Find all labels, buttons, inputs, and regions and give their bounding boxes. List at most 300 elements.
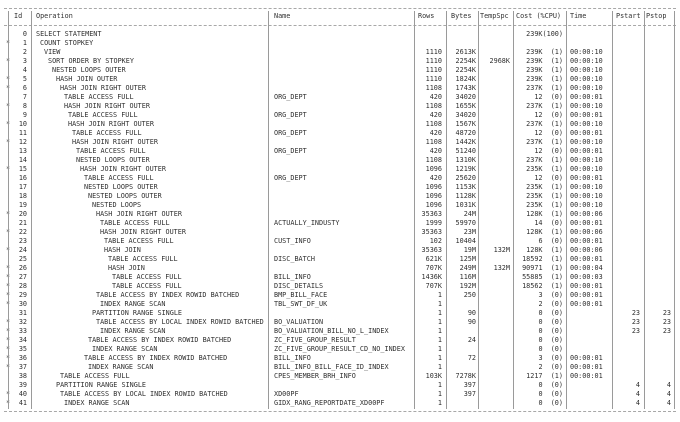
cell-pstart (612, 66, 640, 75)
cell-temp (478, 363, 510, 372)
cell-rows: 707K (425, 282, 442, 290)
cell-pstop (644, 291, 671, 300)
cell-name (274, 381, 412, 390)
cell-op: INDEX RANGE SCAN (100, 300, 166, 308)
cell-bytes: 1442K (455, 138, 476, 146)
cell-rows: 1108 (425, 84, 442, 92)
cell-temp (478, 48, 510, 57)
column-separator (612, 11, 613, 409)
cell-rows (414, 39, 442, 48)
cell-id: 11 (18, 129, 27, 137)
cell-time: 00:00:06 (570, 246, 603, 254)
cell-pstart (612, 345, 640, 354)
cell-rows: 1110 (425, 48, 442, 56)
cell-time: 00:00:04 (570, 264, 603, 272)
cell-cost: 237K (1) (526, 102, 563, 110)
cell-bytes (446, 363, 476, 372)
cell-pstart (612, 264, 640, 273)
cell-pstop (644, 111, 671, 120)
predicate-marker: * (6, 120, 11, 128)
cell-time: 00:00:10 (570, 66, 603, 74)
cell-time: 00:00:01 (570, 147, 603, 155)
cell-time: 00:00:10 (570, 138, 603, 146)
header-time: Time (570, 12, 587, 20)
cell-name (274, 57, 412, 66)
cell-rows: 1096 (425, 201, 442, 209)
predicate-marker: * (6, 138, 11, 146)
cell-cost: 12 (0) (534, 129, 563, 137)
cell-pstart (612, 273, 640, 282)
cell-name: BMP_BILL_FACE (274, 291, 328, 299)
cell-temp (478, 390, 510, 399)
cell-cost: 0 (0) (538, 381, 563, 389)
cell-op: SORT ORDER BY STOPKEY (48, 57, 134, 65)
cell-temp (478, 147, 510, 156)
predicate-marker: * (6, 282, 11, 290)
cell-name: ORG_DEPT (274, 111, 307, 119)
cell-bytes: 90 (467, 309, 476, 317)
cell-cost: 55885 (1) (522, 273, 563, 281)
cell-rows: 35363 (421, 210, 442, 218)
cell-temp (478, 327, 510, 336)
cell-pstop (644, 300, 671, 309)
cell-rows: 1108 (425, 120, 442, 128)
cell-pstop (644, 372, 671, 381)
cell-bytes: 1310K (455, 156, 476, 164)
cell-id: 14 (18, 156, 27, 164)
cell-pstop: 23 (662, 318, 671, 326)
cell-pstart (612, 129, 640, 138)
cell-pstop (644, 255, 671, 264)
cell-op: TABLE ACCESS FULL (108, 255, 178, 263)
cell-id: 19 (18, 201, 27, 209)
cell-cost: 235K (1) (526, 183, 563, 191)
cell-name (274, 66, 412, 75)
cell-bytes (446, 30, 476, 39)
cell-name (274, 75, 412, 84)
cell-pstart (612, 237, 640, 246)
cell-op: TABLE ACCESS FULL (84, 174, 154, 182)
predicate-marker: * (6, 264, 11, 272)
cell-pstop (644, 147, 671, 156)
cell-rows: 1108 (425, 156, 442, 164)
cell-rows: 102 (429, 237, 442, 245)
cell-op: TABLE ACCESS BY LOCAL INDEX ROWID BATCHED (60, 390, 228, 398)
cell-id: 20 (18, 210, 27, 218)
cell-op: TABLE ACCESS FULL (60, 372, 130, 380)
cell-pstart: 23 (631, 309, 640, 317)
cell-bytes: 34020 (455, 93, 476, 101)
predicate-marker: * (6, 300, 11, 308)
cell-bytes: 2254K (455, 66, 476, 74)
cell-pstart (612, 174, 640, 183)
cell-name (274, 210, 412, 219)
cell-pstart: 23 (631, 327, 640, 335)
cell-cost: 128K (1) (526, 246, 563, 254)
cell-rows: 1 (437, 327, 442, 335)
cell-op: TABLE ACCESS FULL (104, 237, 174, 245)
predicate-marker: * (6, 84, 11, 92)
cell-rows: 1 (437, 309, 442, 317)
cell-bytes: 1567K (455, 120, 476, 128)
cell-pstop (644, 228, 671, 237)
cell-cost: 0 (0) (538, 327, 563, 335)
cell-time: 00:00:03 (570, 273, 603, 281)
predicate-marker: * (6, 228, 11, 236)
cell-time (570, 399, 612, 408)
cell-rows: 1999 (425, 219, 442, 227)
cell-rows: 707K (425, 264, 442, 272)
column-separator (8, 11, 9, 409)
cell-rows: 1110 (425, 66, 442, 74)
cell-pstart (612, 93, 640, 102)
cell-name (274, 84, 412, 93)
cell-cost: 237K (1) (526, 120, 563, 128)
cell-pstart (612, 219, 640, 228)
cell-temp (478, 129, 510, 138)
cell-time (570, 309, 612, 318)
cell-id: 22 (18, 228, 27, 236)
cell-temp (478, 66, 510, 75)
cell-op: TABLE ACCESS BY INDEX ROWID BATCHED (96, 291, 240, 299)
cell-temp (478, 201, 510, 210)
cell-pstart: 23 (631, 318, 640, 326)
cell-temp (478, 381, 510, 390)
cell-temp (478, 255, 510, 264)
cell-temp (478, 165, 510, 174)
cell-pstop (644, 363, 671, 372)
cell-id: 17 (18, 183, 27, 191)
cell-pstop: 23 (662, 327, 671, 335)
cell-name: BILL_INFO (274, 273, 311, 281)
predicate-marker: * (6, 273, 11, 281)
cell-pstop (644, 192, 671, 201)
cell-rows: 1 (437, 381, 442, 389)
cell-time (570, 345, 612, 354)
cell-id: 40 (18, 390, 27, 398)
cell-id: 3 (22, 57, 27, 65)
cell-id: 18 (18, 192, 27, 200)
cell-temp: 132M (493, 246, 510, 254)
cell-time: 00:00:10 (570, 102, 603, 110)
cell-name: BILL_INFO (274, 354, 311, 362)
cell-bytes (446, 345, 476, 354)
cell-time: 00:00:01 (570, 93, 603, 101)
cell-bytes: 1743K (455, 84, 476, 92)
cell-name (274, 228, 412, 237)
cell-cost: 128K (1) (526, 210, 563, 218)
cell-temp (478, 372, 510, 381)
cell-cost: 3 (0) (538, 354, 563, 362)
cell-cost: 237K (1) (526, 156, 563, 164)
cell-pstart (612, 111, 640, 120)
cell-op: NESTED LOOPS OUTER (88, 192, 162, 200)
cell-pstart (612, 228, 640, 237)
cell-pstop (644, 264, 671, 273)
cell-bytes: 397 (463, 381, 476, 389)
cell-op: PARTITION RANGE SINGLE (92, 309, 183, 317)
cell-temp (478, 111, 510, 120)
cell-op: TABLE ACCESS FULL (68, 111, 138, 119)
header-separator (4, 25, 676, 26)
cell-pstop (644, 93, 671, 102)
cell-bytes: 1153K (455, 183, 476, 191)
cell-rows: 1096 (425, 165, 442, 173)
cell-name: DISC_DETAILS (274, 282, 324, 290)
cell-id: 2 (22, 48, 27, 56)
cell-id: 16 (18, 174, 27, 182)
cell-pstop (644, 138, 671, 147)
cell-time: 00:00:01 (570, 354, 603, 362)
cell-bytes: 23M (463, 228, 476, 236)
predicate-marker: * (6, 336, 11, 344)
cell-cost: 6 (0) (538, 237, 563, 245)
cell-cost: 12 (0) (534, 147, 563, 155)
cell-id: 38 (18, 372, 27, 380)
cell-rows: 1 (437, 300, 442, 308)
cell-pstart (612, 30, 640, 39)
cell-bytes: 1824K (455, 75, 476, 83)
cell-temp (478, 237, 510, 246)
cell-op: COUNT STOPKEY (40, 39, 94, 47)
cell-cost: 14 (0) (534, 219, 563, 227)
cell-rows: 1 (437, 291, 442, 299)
cell-id: 39 (18, 381, 27, 389)
cell-cost: 235K (1) (526, 192, 563, 200)
cell-bytes: 192M (459, 282, 476, 290)
cell-bytes: 1655K (455, 102, 476, 110)
cell-cost: 2 (0) (538, 300, 563, 308)
cell-temp (478, 30, 510, 39)
cell-pstop (644, 75, 671, 84)
cell-id: 8 (22, 102, 27, 110)
cell-bytes (446, 399, 476, 408)
cell-time: 00:00:01 (570, 282, 603, 290)
predicate-marker: * (6, 210, 11, 218)
cell-id: 31 (18, 309, 27, 317)
cell-bytes: 72 (467, 354, 476, 362)
cell-bytes: 2254K (455, 57, 476, 65)
cell-temp (478, 192, 510, 201)
cell-rows: 420 (429, 93, 442, 101)
cell-op: HASH JOIN RIGHT OUTER (60, 84, 146, 92)
cell-pstop (644, 129, 671, 138)
cell-bytes: 7278K (455, 372, 476, 380)
header-tempspc: TempSpc (480, 12, 509, 20)
cell-rows: 1110 (425, 75, 442, 83)
cell-time: 00:00:10 (570, 120, 603, 128)
cell-pstop: 4 (666, 381, 671, 389)
cell-id: 32 (18, 318, 27, 326)
cell-time (570, 327, 612, 336)
cell-id: 4 (22, 66, 27, 74)
column-separator (566, 11, 567, 409)
cell-name: ZC_FIVE_GROUP_RESULT_CD_NO_INDEX (274, 345, 405, 353)
cell-temp (478, 309, 510, 318)
cell-rows (414, 30, 442, 39)
cell-cost (513, 39, 563, 48)
cell-cost: 12 (0) (534, 111, 563, 119)
predicate-marker: * (6, 291, 11, 299)
cell-pstop (644, 120, 671, 129)
cell-bytes: 90 (467, 318, 476, 326)
cell-op: HASH JOIN RIGHT OUTER (100, 228, 186, 236)
cell-bytes (446, 39, 476, 48)
cell-bytes: 48720 (455, 129, 476, 137)
cell-pstart (612, 156, 640, 165)
cell-time (570, 39, 612, 48)
cell-id: 0 (22, 30, 27, 38)
column-separator (644, 11, 645, 409)
predicate-marker: * (6, 354, 11, 362)
cell-rows: 1 (437, 363, 442, 371)
cell-time: 00:00:10 (570, 183, 603, 191)
cell-op: TABLE ACCESS FULL (72, 129, 142, 137)
cell-op: HASH JOIN RIGHT OUTER (96, 210, 182, 218)
cell-pstop (644, 156, 671, 165)
cell-name (274, 246, 412, 255)
cell-pstart (612, 372, 640, 381)
cell-rows: 1 (437, 390, 442, 398)
header-rows: Rows (418, 12, 435, 20)
cell-op: HASH JOIN RIGHT OUTER (72, 138, 158, 146)
cell-pstart (612, 102, 640, 111)
predicate-marker: * (6, 399, 11, 407)
cell-time: 00:00:10 (570, 165, 603, 173)
cell-cost: 12 (0) (534, 174, 563, 182)
cell-cost: 237K (1) (526, 138, 563, 146)
cell-op: TABLE ACCESS FULL (112, 273, 182, 281)
cell-id: 25 (18, 255, 27, 263)
cell-pstop (644, 174, 671, 183)
cell-pstop (644, 273, 671, 282)
column-separator (414, 11, 415, 409)
cell-id: 10 (18, 120, 27, 128)
cell-name (274, 156, 412, 165)
cell-op: TABLE ACCESS BY INDEX ROWID BATCHED (84, 354, 228, 362)
cell-pstop (644, 84, 671, 93)
cell-pstart (612, 210, 640, 219)
cell-bytes: 2613K (455, 48, 476, 56)
column-separator (446, 11, 447, 409)
cell-id: 26 (18, 264, 27, 272)
cell-rows: 1110 (425, 57, 442, 65)
cell-id: 41 (18, 399, 27, 407)
cell-name: ZC_FIVE_GROUP_RESULT (274, 336, 356, 344)
header-name: Name (274, 12, 291, 20)
cell-cost: 0 (0) (538, 390, 563, 398)
cell-cost: 239K (1) (526, 57, 563, 65)
cell-pstart (612, 336, 640, 345)
cell-cost: 239K(100) (526, 30, 563, 38)
cell-temp (478, 39, 510, 48)
cell-op: TABLE ACCESS BY LOCAL INDEX ROWID BATCHED (96, 318, 264, 326)
cell-time: 00:00:01 (570, 174, 603, 182)
cell-temp (478, 210, 510, 219)
cell-bytes: 24 (467, 336, 476, 344)
cell-cost: 239K (1) (526, 75, 563, 83)
cell-pstart (612, 282, 640, 291)
column-separator (31, 11, 32, 409)
cell-bytes (446, 327, 476, 336)
cell-time: 00:00:10 (570, 201, 603, 209)
cell-temp (478, 282, 510, 291)
cell-time: 00:00:01 (570, 363, 603, 371)
cell-temp (478, 138, 510, 147)
cell-rows: 1 (437, 318, 442, 326)
cell-name (274, 165, 412, 174)
cell-temp (478, 120, 510, 129)
bottom-border (4, 411, 676, 412)
cell-pstart: 4 (635, 381, 640, 389)
cell-op: TABLE ACCESS FULL (76, 147, 146, 155)
cell-rows: 420 (429, 147, 442, 155)
cell-pstart (612, 192, 640, 201)
predicate-marker: * (6, 57, 11, 65)
cell-pstop (644, 39, 671, 48)
cell-op: HASH JOIN OUTER (56, 75, 118, 83)
cell-cost: 239K (1) (526, 66, 563, 74)
cell-rows: 1096 (425, 192, 442, 200)
cell-bytes: 19M (463, 246, 476, 254)
cell-temp (478, 93, 510, 102)
cell-pstop (644, 48, 671, 57)
cell-op: NESTED LOOPS OUTER (52, 66, 126, 74)
cell-temp (478, 336, 510, 345)
cell-temp (478, 300, 510, 309)
cell-op: TABLE ACCESS BY INDEX ROWID BATCHED (88, 336, 232, 344)
cell-pstop (644, 237, 671, 246)
cell-rows: 35363 (421, 228, 442, 236)
cell-cost: 90971 (1) (522, 264, 563, 272)
cell-rows: 1 (437, 345, 442, 353)
cell-name (274, 102, 412, 111)
cell-pstop (644, 30, 671, 39)
cell-time (570, 381, 612, 390)
cell-pstart (612, 201, 640, 210)
cell-time (570, 30, 612, 39)
cell-name (274, 120, 412, 129)
cell-op: INDEX RANGE SCAN (92, 345, 158, 353)
cell-name (274, 192, 412, 201)
cell-temp (478, 228, 510, 237)
cell-name: ORG_DEPT (274, 93, 307, 101)
cell-time: 00:00:01 (570, 129, 603, 137)
cell-cost: 235K (1) (526, 165, 563, 173)
cell-cost: 235K (1) (526, 201, 563, 209)
cell-id: 24 (18, 246, 27, 254)
cell-name (274, 39, 412, 48)
predicate-marker: * (6, 327, 11, 335)
header-pstop: Pstop (646, 12, 667, 20)
cell-rows: 1096 (425, 183, 442, 191)
cell-id: 21 (18, 219, 27, 227)
cell-name: BO_VALUATION (274, 318, 324, 326)
cell-op: TABLE ACCESS FULL (112, 282, 182, 290)
cell-id: 36 (18, 354, 27, 362)
cell-bytes: 59970 (455, 219, 476, 227)
cell-pstart (612, 147, 640, 156)
cell-op: INDEX RANGE SCAN (64, 399, 130, 407)
cell-cost: 0 (0) (538, 318, 563, 326)
cell-time: 00:00:10 (570, 156, 603, 164)
cell-cost: 0 (0) (538, 336, 563, 344)
cell-pstart (612, 165, 640, 174)
cell-bytes: 249M (459, 264, 476, 272)
cell-id: 23 (18, 237, 27, 245)
cell-pstart (612, 48, 640, 57)
cell-rows: 1108 (425, 102, 442, 110)
